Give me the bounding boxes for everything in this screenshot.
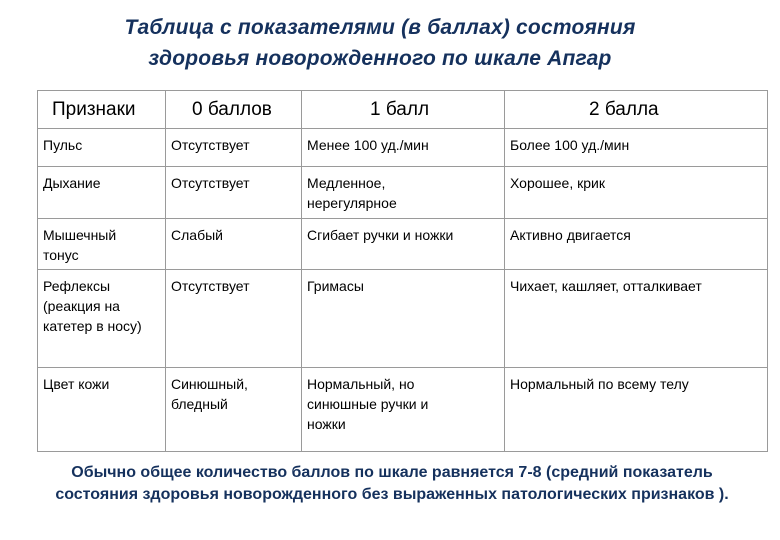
table-row	[38, 219, 768, 270]
row-pulse-1: Менее 100 уд./мин	[302, 129, 505, 167]
header-0-points: 0 баллов	[166, 91, 302, 129]
header-2-points: 2 балла	[505, 91, 768, 129]
row-breathing-2: Хорошее, крик	[505, 167, 768, 219]
row-skin-0: Синюшный, бледный	[166, 368, 302, 452]
title-line-1: Таблица с показателями (в баллах) состояния	[124, 16, 636, 39]
title-line-2: здоровья новорожденного по шкале Апгар	[148, 47, 612, 70]
row-reflex-1: Гримасы	[302, 270, 505, 368]
row-skin-sign: Цвет кожи	[38, 368, 166, 452]
row-muscle-1: Сгибает ручки и ножки	[302, 219, 505, 270]
page-title	[60, 12, 700, 74]
row-pulse-0: Отсутствует	[166, 129, 302, 167]
header-signs: Признаки	[38, 91, 166, 129]
row-pulse-2: Более 100 уд./мин	[505, 129, 768, 167]
row-muscle-2: Активно двигается	[505, 219, 768, 270]
apgar-table	[37, 90, 768, 452]
row-reflex-sign: Рефлексы (реакция на катетер в носу)	[38, 270, 166, 368]
table-row	[38, 368, 768, 452]
table-row	[38, 129, 768, 167]
row-reflex-0: Отсутствует	[166, 270, 302, 368]
table-row	[38, 270, 768, 368]
table-row	[38, 167, 768, 219]
row-pulse-sign: Пульс	[38, 129, 166, 167]
row-skin-1: Нормальный, но синюшные ручки и ножки	[302, 368, 505, 452]
row-muscle-sign: Мышечный тонус	[38, 219, 166, 270]
row-reflex-2: Чихает, кашляет, отталкивает	[505, 270, 768, 368]
row-breathing-0: Отсутствует	[166, 167, 302, 219]
footnote: Обычно общее количество баллов по шкале равняется 7-8 (средний показатель состояния здоровья новорожденного без выраженных патологических признаков ).	[55, 464, 729, 503]
row-skin-2: Нормальный по всему телу	[505, 368, 768, 452]
table-header-row	[38, 91, 768, 129]
row-breathing-1: Медленное, нерегулярное	[302, 167, 505, 219]
header-1-point: 1 балл	[302, 91, 505, 129]
row-muscle-0: Слабый	[166, 219, 302, 270]
row-breathing-sign: Дыхание	[38, 167, 166, 219]
